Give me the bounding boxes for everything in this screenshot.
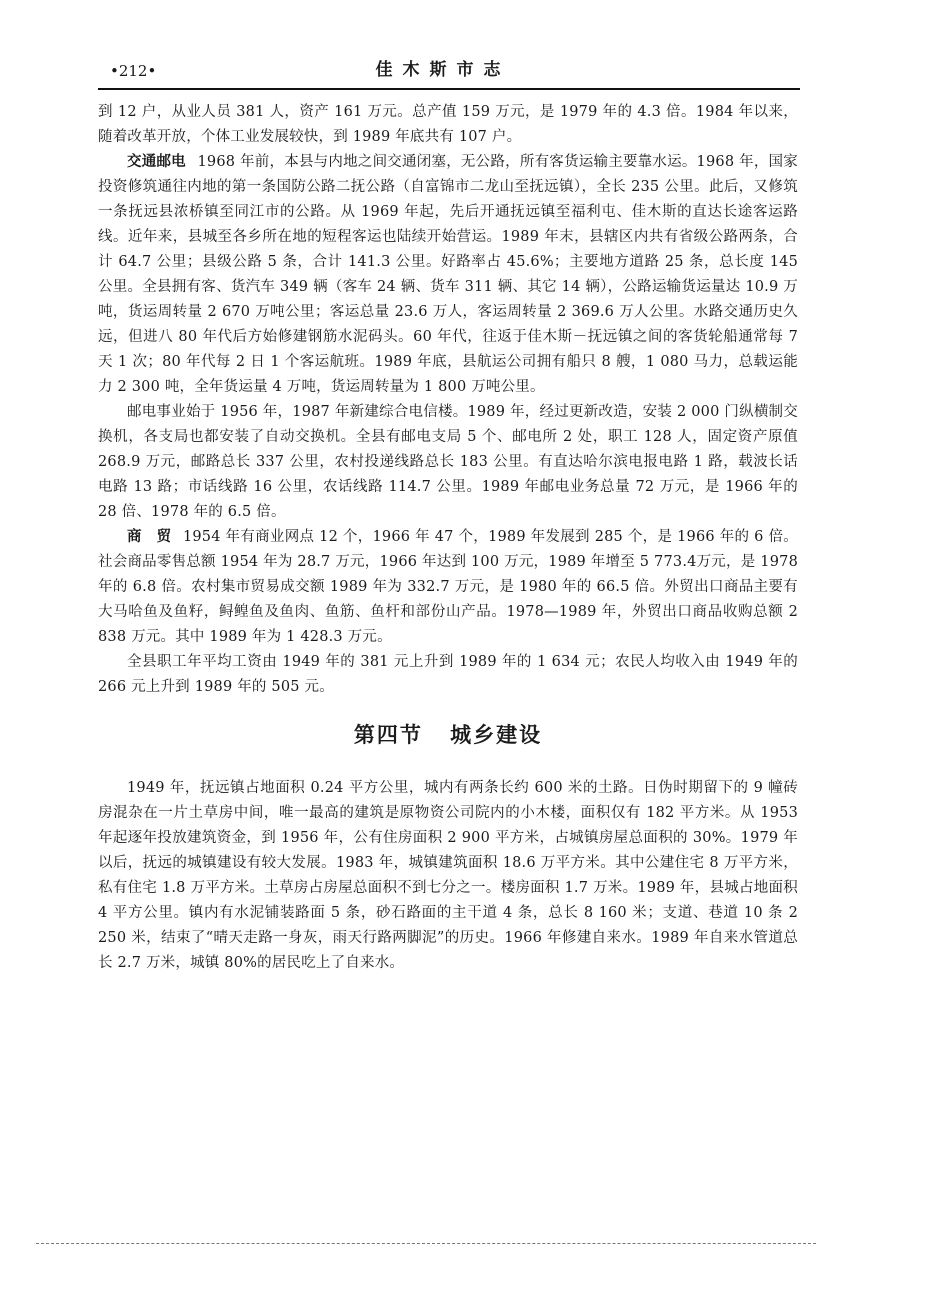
footer-rule	[36, 1243, 816, 1244]
paragraph-text: 1954 年有商业网点 12 个，1966 年 47 个，1989 年发展到 285 个，是 1966 年的 6 倍。社会商品零售总额 1954 年为 28.7 万元，1966 年达到 100 万元，1989 年增至 5 773.4万元，是 1978 年的 6.8 倍。农村集市贸易成交额 1989 年为 332.7 万元，是 1980 年的 66.5 倍。外贸出口商品主要有大马哈鱼及鱼籽，鲟鳇鱼及鱼肉、鱼筋、鱼杆和部份山产品。1978—1989 年，外贸出口商品收购总额 2 838 万元。其中 1989 年为 1 428.3 万元。	[98, 529, 798, 645]
paragraph-text: 1968 年前，本县与内地之间交通闭塞，无公路，所有客货运输主要靠水运。1968 年，国家投资修筑通往内地的第一条国防公路二抚公路（自富锦市二龙山至抚远镇），全长 235 公里。此后，又修筑一条抚远县浓桥镇至同江市的公路。从 1969 年起，先后开通抚远镇至福利屯、佳木斯的直达长途客运路线。近年来，县城至各乡所在地的短程客运也陆续开始营运。1989 年末，县辖区内共有省级公路两条，合计 64.7 公里；县级公路 5 条，合计 141.3 公里。好路率占 45.6%；主要地方道路 25 条，总长度 145 公里。全县拥有客、货汽车 349 辆（客车 24 辆、货车 311 辆、其它 14 辆），公路运输货运量达 10.9 万吨，货运周转量 2 670 万吨公里；客运总量 23.6 万人，客运周转量 2 369.6 万人公里。水路交通历史久远，但进八 80 年代后方始修建钢筋水泥码头。60 年代，往返于佳木斯－抚远镇之间的客货轮船通常每 7 天 1 次；80 年代每 2 日 1 个客运航班。1989 年底，县航运公司拥有船只 8 艘，1 080 马力，总载运能力 2 300 吨，全年货运量 4 万吨，货运周转量为 1 800 万吨公里。	[98, 154, 798, 395]
paragraph	[98, 100, 798, 150]
paragraph	[98, 400, 798, 525]
paragraph	[98, 525, 798, 650]
section-number: 第四节	[353, 723, 423, 747]
paragraph	[98, 776, 798, 976]
paragraph-text: 邮电事业始于 1956 年，1987 年新建综合电信楼。1989 年，经过更新改造，安装 2 000 门纵横制交换机，各支局也都安装了自动交换机。全县有邮电支局 5 个、邮电所 2 处，职工 128 人，固定资产原值 268.9 万元，邮路总长 337 公里，农村投递线路总长 183 公里。有直达哈尔滨电报电路 1 路，载波长话电路 13 路；市话线路 16 公里，农话线路 114.7 公里。1989 年邮电业务总量 72 万元，是 1966 年的 28 倍、1978 年的 6.5 倍。	[98, 404, 798, 520]
paragraph	[98, 150, 798, 400]
paragraph-text: 全县职工年平均工资由 1949 年的 381 元上升到 1989 年的 1 634 元；农民人均收入由 1949 年的 266 元上升到 1989 年的 505 元。	[98, 654, 798, 695]
section-heading	[98, 720, 798, 750]
book-title: 佳木斯市志	[375, 60, 511, 80]
paragraph-text: 1949 年，抚远镇占地面积 0.24 平方公里，城内有两条长约 600 米的土路。日伪时期留下的 9 幢砖房混杂在一片土草房中间，唯一最高的建筑是原物资公司院内的小木楼，面积仅有 182 平方米。从 1953 年起逐年投放建筑资金，到 1956 年，公有住房面积 2 900 平方米，占城镇房屋总面积的 30%。1979 年以后，抚远的城镇建设有较大发展。1983 年，城镇建筑面积 18.6 万平方米。其中公建住宅 8 万平方米，私有住宅 1.8 万平方米。土草房占房屋总面积不到七分之一。楼房面积 1.7 万米。1989 年，县城占地面积 4 平方公里。镇内有水泥铺装路面 5 条，砂石路面的主干道 4 条，总长 8 160 米；支道、巷道 10 条 2 250 米，结束了“晴天走路一身灰，雨天行路两脚泥”的历史。1966 年修建自来水。1989 年自来水管道总长 2.7 万米，城镇 80%的居民吃上了自来水。	[98, 780, 798, 971]
header-rule	[98, 88, 800, 90]
paragraph-lead-heading: 商 贸	[127, 529, 172, 545]
page-header	[98, 60, 788, 90]
page-number: •212•	[110, 62, 157, 80]
paragraph-lead-heading: 交通邮电	[127, 154, 186, 170]
paragraph-text: 到 12 户，从业人员 381 人，资产 161 万元。总产值 159 万元，是 1979 年的 4.3 倍。1984 年以来，随着改革开放，个体工业发展较快，到 1989 年底共有 107 户。	[98, 104, 798, 145]
paragraph	[98, 650, 798, 700]
section-title: 城乡建设	[450, 723, 543, 747]
page-body	[98, 100, 798, 976]
